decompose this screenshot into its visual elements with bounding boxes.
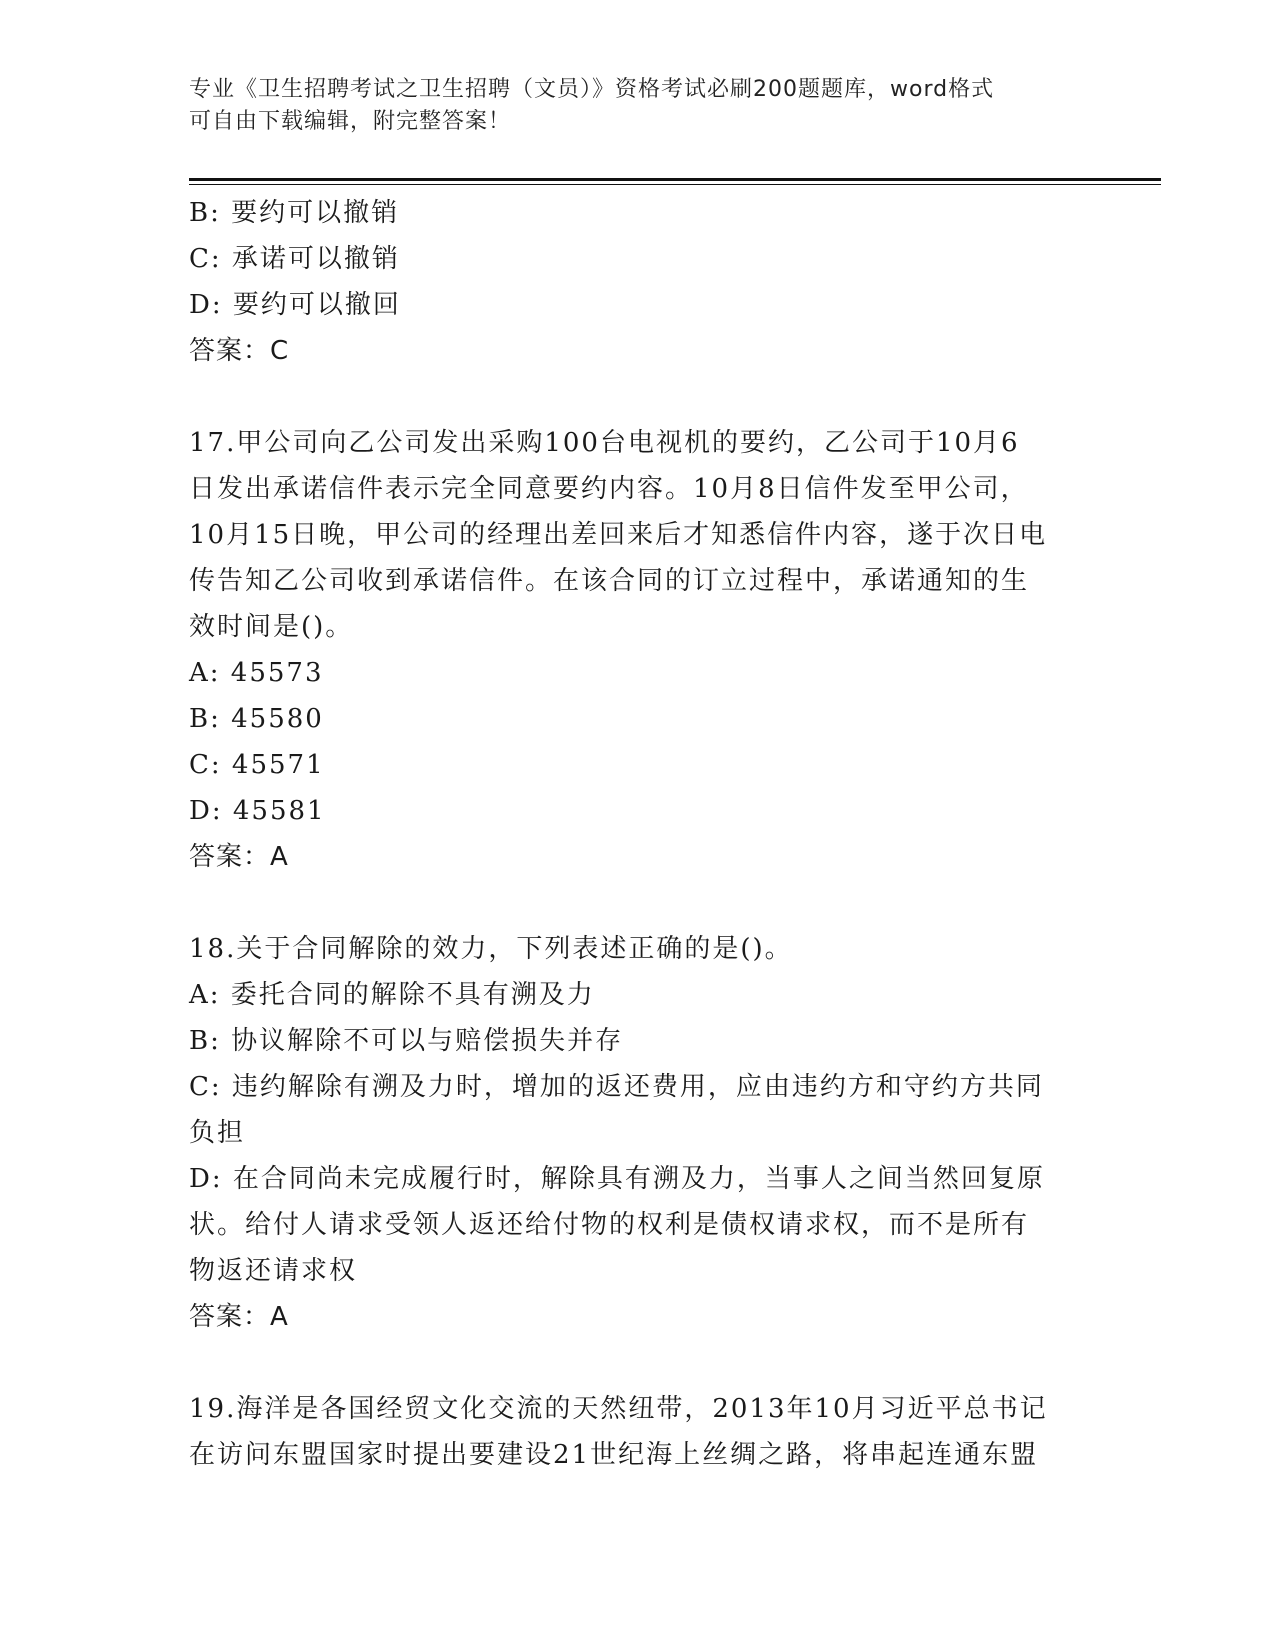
option-c-line: C: 违约解除有溯及力时，增加的返还费用，应由违约方和守约方共同 (189, 1072, 1044, 1102)
question-18 (189, 926, 1089, 1340)
option-b: B: 协议解除不可以与赔偿损失并存 (189, 1026, 624, 1056)
question-text-line: 效时间是()。 (189, 612, 354, 642)
option-c: C: 承诺可以撤销 (189, 244, 400, 274)
spacer (189, 374, 1089, 420)
option-d-line: 物返还请求权 (189, 1256, 358, 1286)
spacer (189, 880, 1089, 926)
answer-line: 答案：A (189, 842, 289, 872)
question-text-line: 传告知乙公司收到承诺信件。在该合同的订立过程中，承诺通知的生 (189, 566, 1030, 596)
option-a: A: 委托合同的解除不具有溯及力 (189, 980, 595, 1010)
option-b: B: 45580 (189, 704, 324, 734)
option-d-line: D: 在合同尚未完成履行时，解除具有溯及力，当事人之间当然回复原 (189, 1164, 1045, 1194)
answer-line: 答案：C (189, 336, 290, 366)
option-a: A: 45573 (189, 658, 324, 688)
question-text-line: 17.甲公司向乙公司发出采购100台电视机的要约，乙公司于10月6 (189, 428, 1020, 458)
option-c: C: 45571 (189, 750, 325, 780)
question-16-tail (189, 190, 1089, 374)
header-line-1: 专业《卫生招聘考试之卫生招聘（文员）》资格考试必刷200题题库，word格式 (189, 77, 995, 102)
header-rule-thick (189, 178, 1161, 181)
header-line-2: 可自由下载编辑，附完整答案！ (189, 109, 512, 134)
question-text-line: 在访问东盟国家时提出要建设21世纪海上丝绸之路，将串起连通东盟 (189, 1440, 1039, 1470)
question-text-line: 19.海洋是各国经贸文化交流的天然纽带，2013年10月习近平总书记 (189, 1394, 1048, 1424)
option-d-line: 状。给付人请求受领人返还给付物的权利是债权请求权，而不是所有 (189, 1210, 1030, 1240)
question-17 (189, 420, 1089, 880)
spacer (189, 1340, 1089, 1386)
question-19 (189, 1386, 1089, 1478)
header-rule-thin (189, 184, 1161, 185)
option-b: B: 要约可以撤销 (189, 198, 400, 228)
document-header (189, 74, 1089, 138)
option-d: D: 要约可以撤回 (189, 290, 401, 320)
answer-line: 答案：A (189, 1302, 289, 1332)
option-d: D: 45581 (189, 796, 326, 826)
option-c-line: 负担 (189, 1118, 246, 1148)
question-list (189, 190, 1089, 1478)
question-text-line: 日发出承诺信件表示完全同意要约内容。10月8日信件发至甲公司， (189, 474, 1029, 504)
question-text-line: 18.关于合同解除的效力，下列表述正确的是()。 (189, 934, 793, 964)
question-text-line: 10月15日晚，甲公司的经理出差回来后才知悉信件内容，遂于次日电 (189, 520, 1048, 550)
